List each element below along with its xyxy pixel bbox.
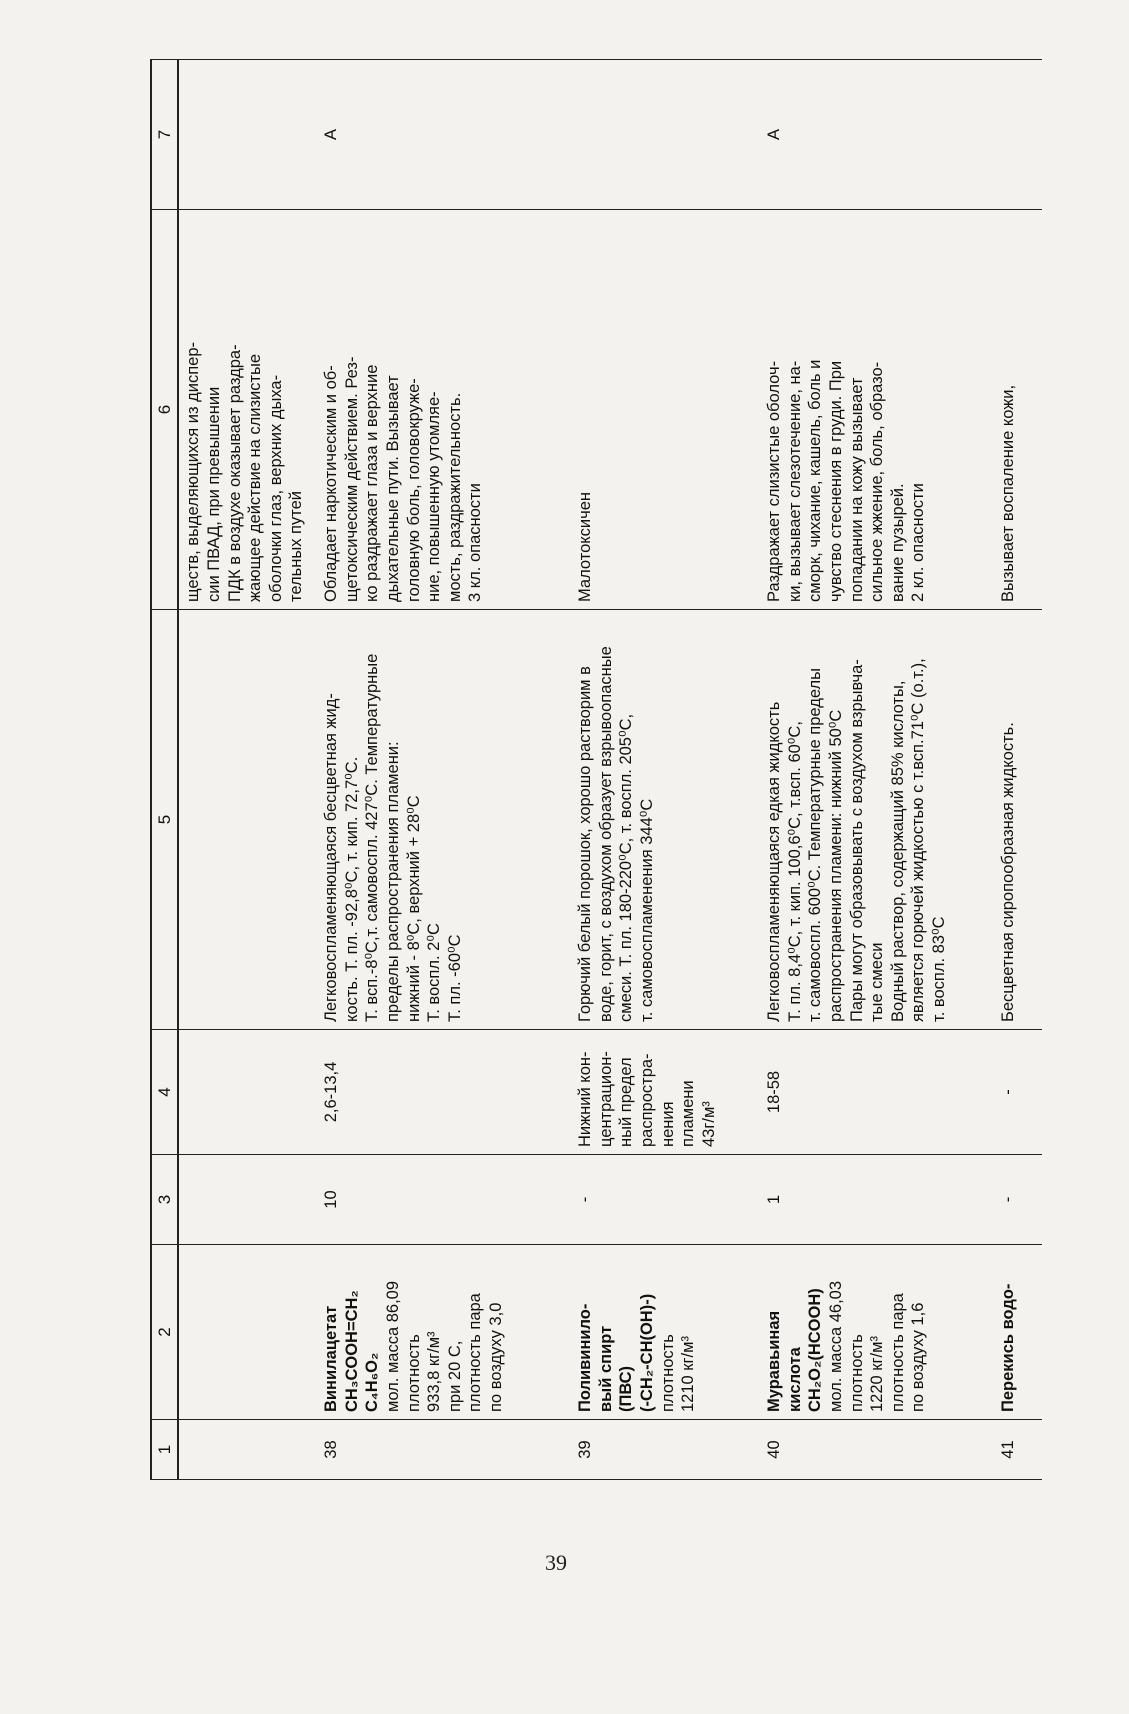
table-row bbox=[988, 60, 1042, 1480]
substance-name-cell bbox=[565, 1245, 754, 1420]
col7-value: А bbox=[754, 60, 988, 210]
col4-value: 18-58 bbox=[754, 1030, 988, 1155]
substance-properties: мол. масса 46,03 плотность 1220 кг/м³ плотность пара по воздуху 1,6 bbox=[826, 1280, 928, 1412]
table-row bbox=[565, 60, 754, 1480]
col3-value: 10 bbox=[311, 1155, 565, 1245]
col4-value: Нижний кон- центрацион- ный предел распростра- нения пламени 43г/м³ bbox=[565, 1030, 754, 1155]
hazard-table bbox=[150, 59, 1042, 1480]
header-col-1: 1 bbox=[151, 1420, 178, 1480]
table-row bbox=[311, 60, 565, 1480]
substance-name-cell bbox=[754, 1245, 988, 1420]
header-col-6: 6 bbox=[151, 210, 178, 610]
substance-name: Винилацетат CH₃COOH=CH₂ C₄H₆O₂ bbox=[322, 1290, 382, 1412]
table-row bbox=[754, 60, 988, 1480]
substance-name: Муравьиная кислота CH₂O₂(HCOOH) bbox=[765, 1288, 825, 1412]
col3-value: - bbox=[565, 1155, 754, 1245]
rotated-table-container bbox=[150, 60, 1080, 1480]
header-col-7: 7 bbox=[151, 60, 178, 210]
substance-properties: мол. масса 86,09 плотность 933,8 кг/м³ при 20 С, плотность пара по воздуху 3,0 bbox=[383, 1280, 505, 1412]
col6-toxicity: Малотоксичен bbox=[565, 210, 754, 610]
col7-value bbox=[988, 60, 1042, 210]
substance-name-cell bbox=[311, 1245, 565, 1420]
col6-toxicity: Вызывает воспаление кожи, bbox=[988, 210, 1042, 610]
row-number: 38 bbox=[311, 1420, 565, 1480]
col6-toxicity: Раздражает слизистые оболоч- ки, вызывает слезотечение, на- сморк, чихание, кашель, боль и чувство стеснения в груди. При попадании на кожу вызывает сильное жжение, боль, образо- вание пузырей. 2 кл. опасности bbox=[754, 210, 988, 610]
col3-value: 1 bbox=[754, 1155, 988, 1245]
substance-name: Перекись водо- bbox=[999, 1283, 1017, 1412]
col7-value bbox=[565, 60, 754, 210]
continuation-col6: ществ, выделяющихся из диспер- сии ПВАД, при превышении ПДК в воздухе оказывает раздра- жающее действие на слизистые оболочки глаз, верхних дыха- тельных путей bbox=[178, 210, 311, 610]
col5-description: Легковоспламеняющаяся бесцветная жид- кость. Т. пл. -92,8⁰С, т. кип. 72,7⁰С. Т. всп.-8⁰С,т. самовоспл. 427⁰С. Температурные пределы распространения пламени: нижний - 8⁰С, верхний + 28⁰С Т. воспл. 2⁰С Т. пл. -60⁰С bbox=[311, 610, 565, 1030]
row-number: 40 bbox=[754, 1420, 988, 1480]
col5-description: Горючий белый порошок, хорошо растворим в воде, горит, с воздухом образует взрывоопасные смеси. Т. пл. 180-220⁰С, т. воспл. 205⁰С, т. самовоспламенения 344⁰С bbox=[565, 610, 754, 1030]
row-number: 41 bbox=[988, 1420, 1042, 1480]
col3-value: - bbox=[988, 1155, 1042, 1245]
substance-name-cell bbox=[988, 1245, 1042, 1420]
substance-name: Поливинило- вый спирт (ПВС) (-CH₂-CH(OH)-) bbox=[576, 1293, 656, 1412]
col6-toxicity: Обладает наркотическим и об- щетоксическим действием. Рез- ко раздражает глаза и верхние дыхательные пути. Вызывает головную боль, головокруже- ние, повышенную утомляе- мость, раздражительность. 3 кл. опасности bbox=[311, 210, 565, 610]
header-col-5: 5 bbox=[151, 610, 178, 1030]
col4-value: 2,6-13,4 bbox=[311, 1030, 565, 1155]
header-row bbox=[151, 60, 178, 1480]
continuation-row bbox=[178, 60, 311, 1480]
row-number: 39 bbox=[565, 1420, 754, 1480]
col7-value: А bbox=[311, 60, 565, 210]
header-col-4: 4 bbox=[151, 1030, 178, 1155]
header-col-2: 2 bbox=[151, 1245, 178, 1420]
substance-properties: плотность 1210 кг/м³ bbox=[658, 1334, 698, 1412]
page-number: 39 bbox=[545, 1550, 567, 1575]
col4-value: - bbox=[988, 1030, 1042, 1155]
col5-description: Легковоспламеняющаяся едкая жидкость Т. пл. 8,4⁰С, т. кип. 100,6⁰С, т.всп. 60⁰С, т. самовоспл. 600⁰С. Температурные пределы распространения пламени: нижний 50⁰С Пары могут образовывать с воздухом взрывча- тые смеси Водный раствор, содержащий 85% кислоты, является горючей жидкостью с т.всп.71⁰С (о.т.), т. воспл. 83⁰С bbox=[754, 610, 988, 1030]
col5-description: Бесцветная сиропообразная жидкость. bbox=[988, 610, 1042, 1030]
header-col-3: 3 bbox=[151, 1155, 178, 1245]
